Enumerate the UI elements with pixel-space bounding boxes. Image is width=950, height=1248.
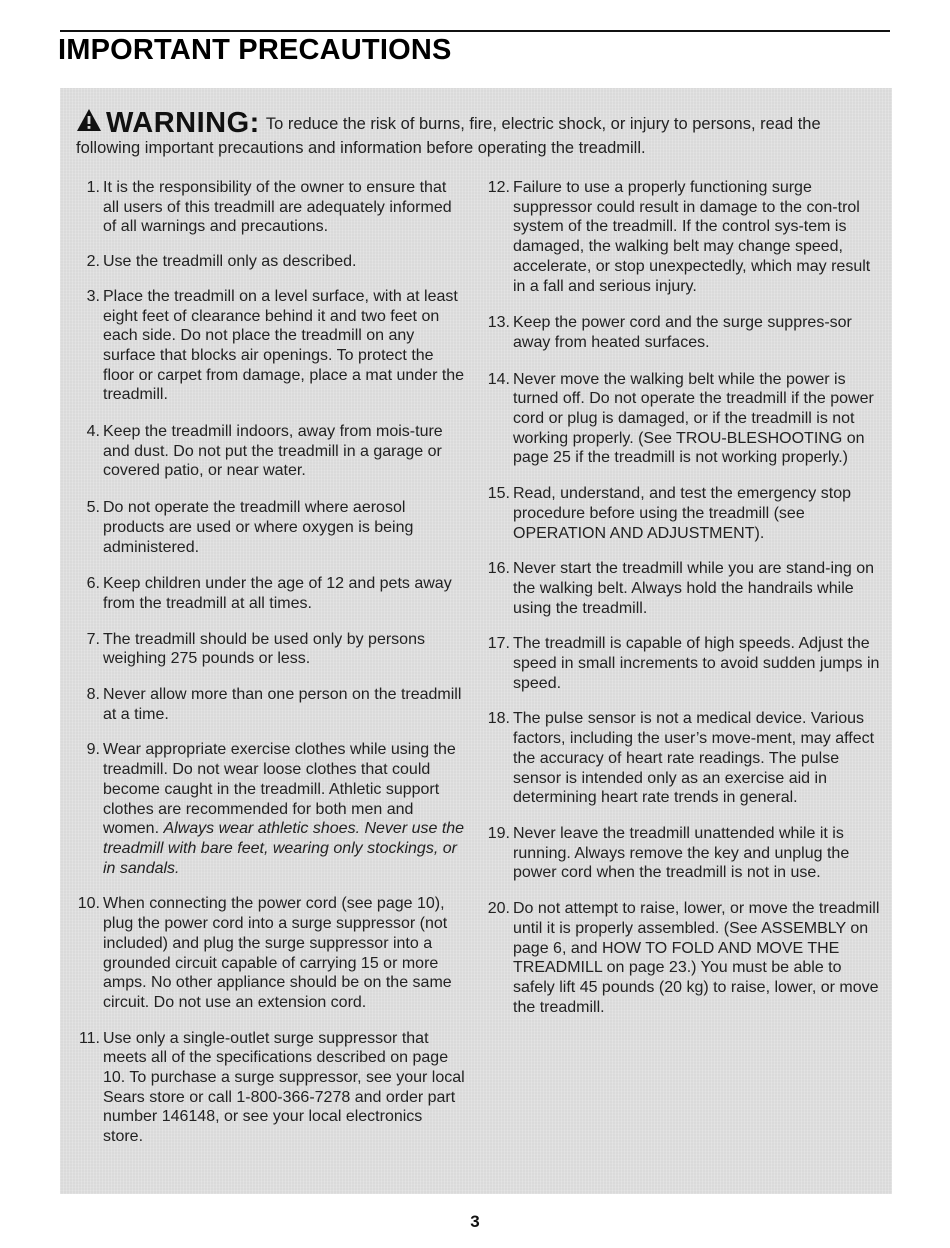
- item-number: 7.: [86, 630, 100, 648]
- item-text: Place the treadmill on a level surface, with at least eight feet of clearance behind it and two feet on each side. Do not place the treadmill on any surface that blocks air openings. To protect the floor or carpet from damage, place a mat under the treadmill.: [103, 287, 465, 404]
- precaution-item: [480, 313, 880, 352]
- precaution-item: [480, 559, 880, 618]
- precaution-item: [70, 574, 465, 613]
- item-text: The pulse sensor is not a medical device. Various factors, including the user’s move-ment, may affect the accuracy of heart rate readings. The pulse sensor is intended only as an exercise aid in determining heart rate trends in general.: [513, 710, 875, 807]
- item-text: When connecting the power cord (see page 10), plug the power cord into a surge suppressor (not included) and plug the surge suppressor into a grounded circuit capable of carrying 15 or more amps. No other appliance should be on the same circuit. Do not use an extension cord.: [103, 895, 452, 1011]
- item-text: Never allow more than one person on the treadmill at a time.: [103, 686, 462, 723]
- item-number: 19.: [487, 824, 510, 842]
- item-number: 11.: [78, 1029, 100, 1047]
- item-number: 8.: [86, 686, 100, 704]
- item-text: Do not operate the treadmill where aerosol products are used or where oxygen is being administered.: [103, 499, 414, 556]
- item-text: The treadmill should be used only by persons weighing 275 pounds or less.: [103, 630, 425, 668]
- item-number: 2.: [86, 253, 100, 271]
- precaution-item: [480, 634, 880, 693]
- precaution-item: [480, 899, 880, 1017]
- precaution-item: [70, 630, 465, 669]
- precaution-item: [480, 370, 880, 469]
- item-text: Never start the treadmill while you are stand-ing on the walking belt. Always hold the handrails while using the treadmill.: [513, 560, 875, 617]
- precaution-item: [70, 894, 465, 1012]
- item-number: 14.: [487, 370, 510, 388]
- item-text: Never move the walking belt while the power is turned off. Do not operate the treadmill if the power cord or plug is damaged, or if the treadmill is not working properly. (See TROU-BLESHOOTING on page 25 if the treadmill is not working properly.): [513, 370, 874, 467]
- precaution-item: [70, 740, 465, 878]
- precaution-item: [70, 685, 465, 724]
- item-number: 1.: [86, 179, 100, 196]
- warning-triangle-icon: [76, 108, 102, 138]
- precautions-right-column: [480, 178, 880, 1017]
- precaution-item: [70, 1029, 465, 1147]
- precaution-item: [70, 422, 465, 481]
- precaution-item: [70, 498, 465, 557]
- warning-statement: [76, 108, 882, 159]
- item-text: Read, understand, and test the emergency stop procedure before using the treadmill (see OPERATION AND ADJUSTMENT).: [513, 485, 851, 542]
- item-text: Failure to use a properly functioning surge suppressor could result in damage to the con-trol system of the treadmill. If the control sys-tem is damaged, the walking belt may change speed, accelerate, or stop unexpectedly, which may result in a fall and serious injury.: [513, 179, 871, 295]
- item-number: 5.: [86, 499, 100, 517]
- item-number: 3.: [86, 287, 100, 305]
- item-number: 16.: [487, 560, 510, 578]
- precaution-item: [480, 709, 880, 808]
- item-text: It is the responsibility of the owner to ensure that all users of this treadmill are adequately informed of all warnings and precautions.: [103, 179, 452, 236]
- item-text: Do not attempt to raise, lower, or move the treadmill until it is properly assembled. (See ASSEMBLY on page 6, and HOW TO FOLD AND MOVE THE TREADMILL on page 23.) You must be able to safely lift 45 pounds (20 kg) to raise, lower, or move the treadmill.: [513, 900, 880, 1016]
- item-number: 17.: [487, 635, 510, 653]
- item-text: The treadmill is capable of high speeds. Adjust the speed in small increments to avoid sudden jumps in speed.: [513, 635, 880, 692]
- warning-text: To reduce the risk of burns, fire, electric shock, or injury to persons, read the following important precautions and information before operating the treadmill.: [76, 115, 821, 157]
- precaution-item: [70, 287, 465, 405]
- precaution-item: [480, 824, 880, 883]
- item-text: Use only a single-outlet surge suppressor that meets all of the specifications described on page 10. To purchase a surge suppressor, see your local Sears store or call 1-800-366-7278 and order part number 146148, or see your local electronics store.: [103, 1029, 465, 1146]
- precaution-item: [480, 484, 880, 543]
- precaution-item: [480, 178, 880, 296]
- item-text: Keep children under the age of 12 and pets away from the treadmill at all times.: [103, 575, 452, 612]
- item-text: Use the treadmill only as described.: [103, 253, 357, 271]
- item-italic-text: Always wear athletic shoes. Never use the treadmill with bare feet, wearing only stockings, or in sandals.: [103, 820, 465, 877]
- item-number: 13.: [487, 314, 510, 332]
- warning-label: WARNING:: [106, 107, 260, 139]
- item-number: 20.: [487, 900, 510, 918]
- precautions-left-column: [70, 178, 465, 1147]
- item-number: 10.: [77, 895, 100, 913]
- item-number: 4.: [86, 423, 100, 441]
- item-number: 18.: [487, 710, 510, 728]
- item-text: Keep the power cord and the surge suppres-sor away from heated surfaces.: [513, 314, 852, 351]
- warning-panel: [60, 88, 892, 1194]
- item-number: 12.: [487, 179, 510, 196]
- item-number: 6.: [86, 575, 100, 593]
- page-title: IMPORTANT PRECAUTIONS: [58, 34, 452, 66]
- item-number: 15.: [487, 485, 510, 503]
- precaution-item: [70, 178, 465, 237]
- item-text: Wear appropriate exercise clothes while using the treadmill. Do not wear loose clothes that could become caught in the treadmill. Athletic support clothes are recommended for both men and women.: [103, 741, 456, 838]
- item-text: Keep the treadmill indoors, away from mois-ture and dust. Do not put the treadmill in a garage or covered patio, or near water.: [103, 423, 443, 480]
- title-rule: [60, 30, 890, 32]
- precaution-item: [70, 252, 465, 272]
- item-number: 9.: [86, 741, 100, 759]
- page-number: 3: [470, 1212, 480, 1231]
- item-text: Never leave the treadmill unattended while it is running. Always remove the key and unplug the power cord when the treadmill is not in use.: [513, 824, 850, 882]
